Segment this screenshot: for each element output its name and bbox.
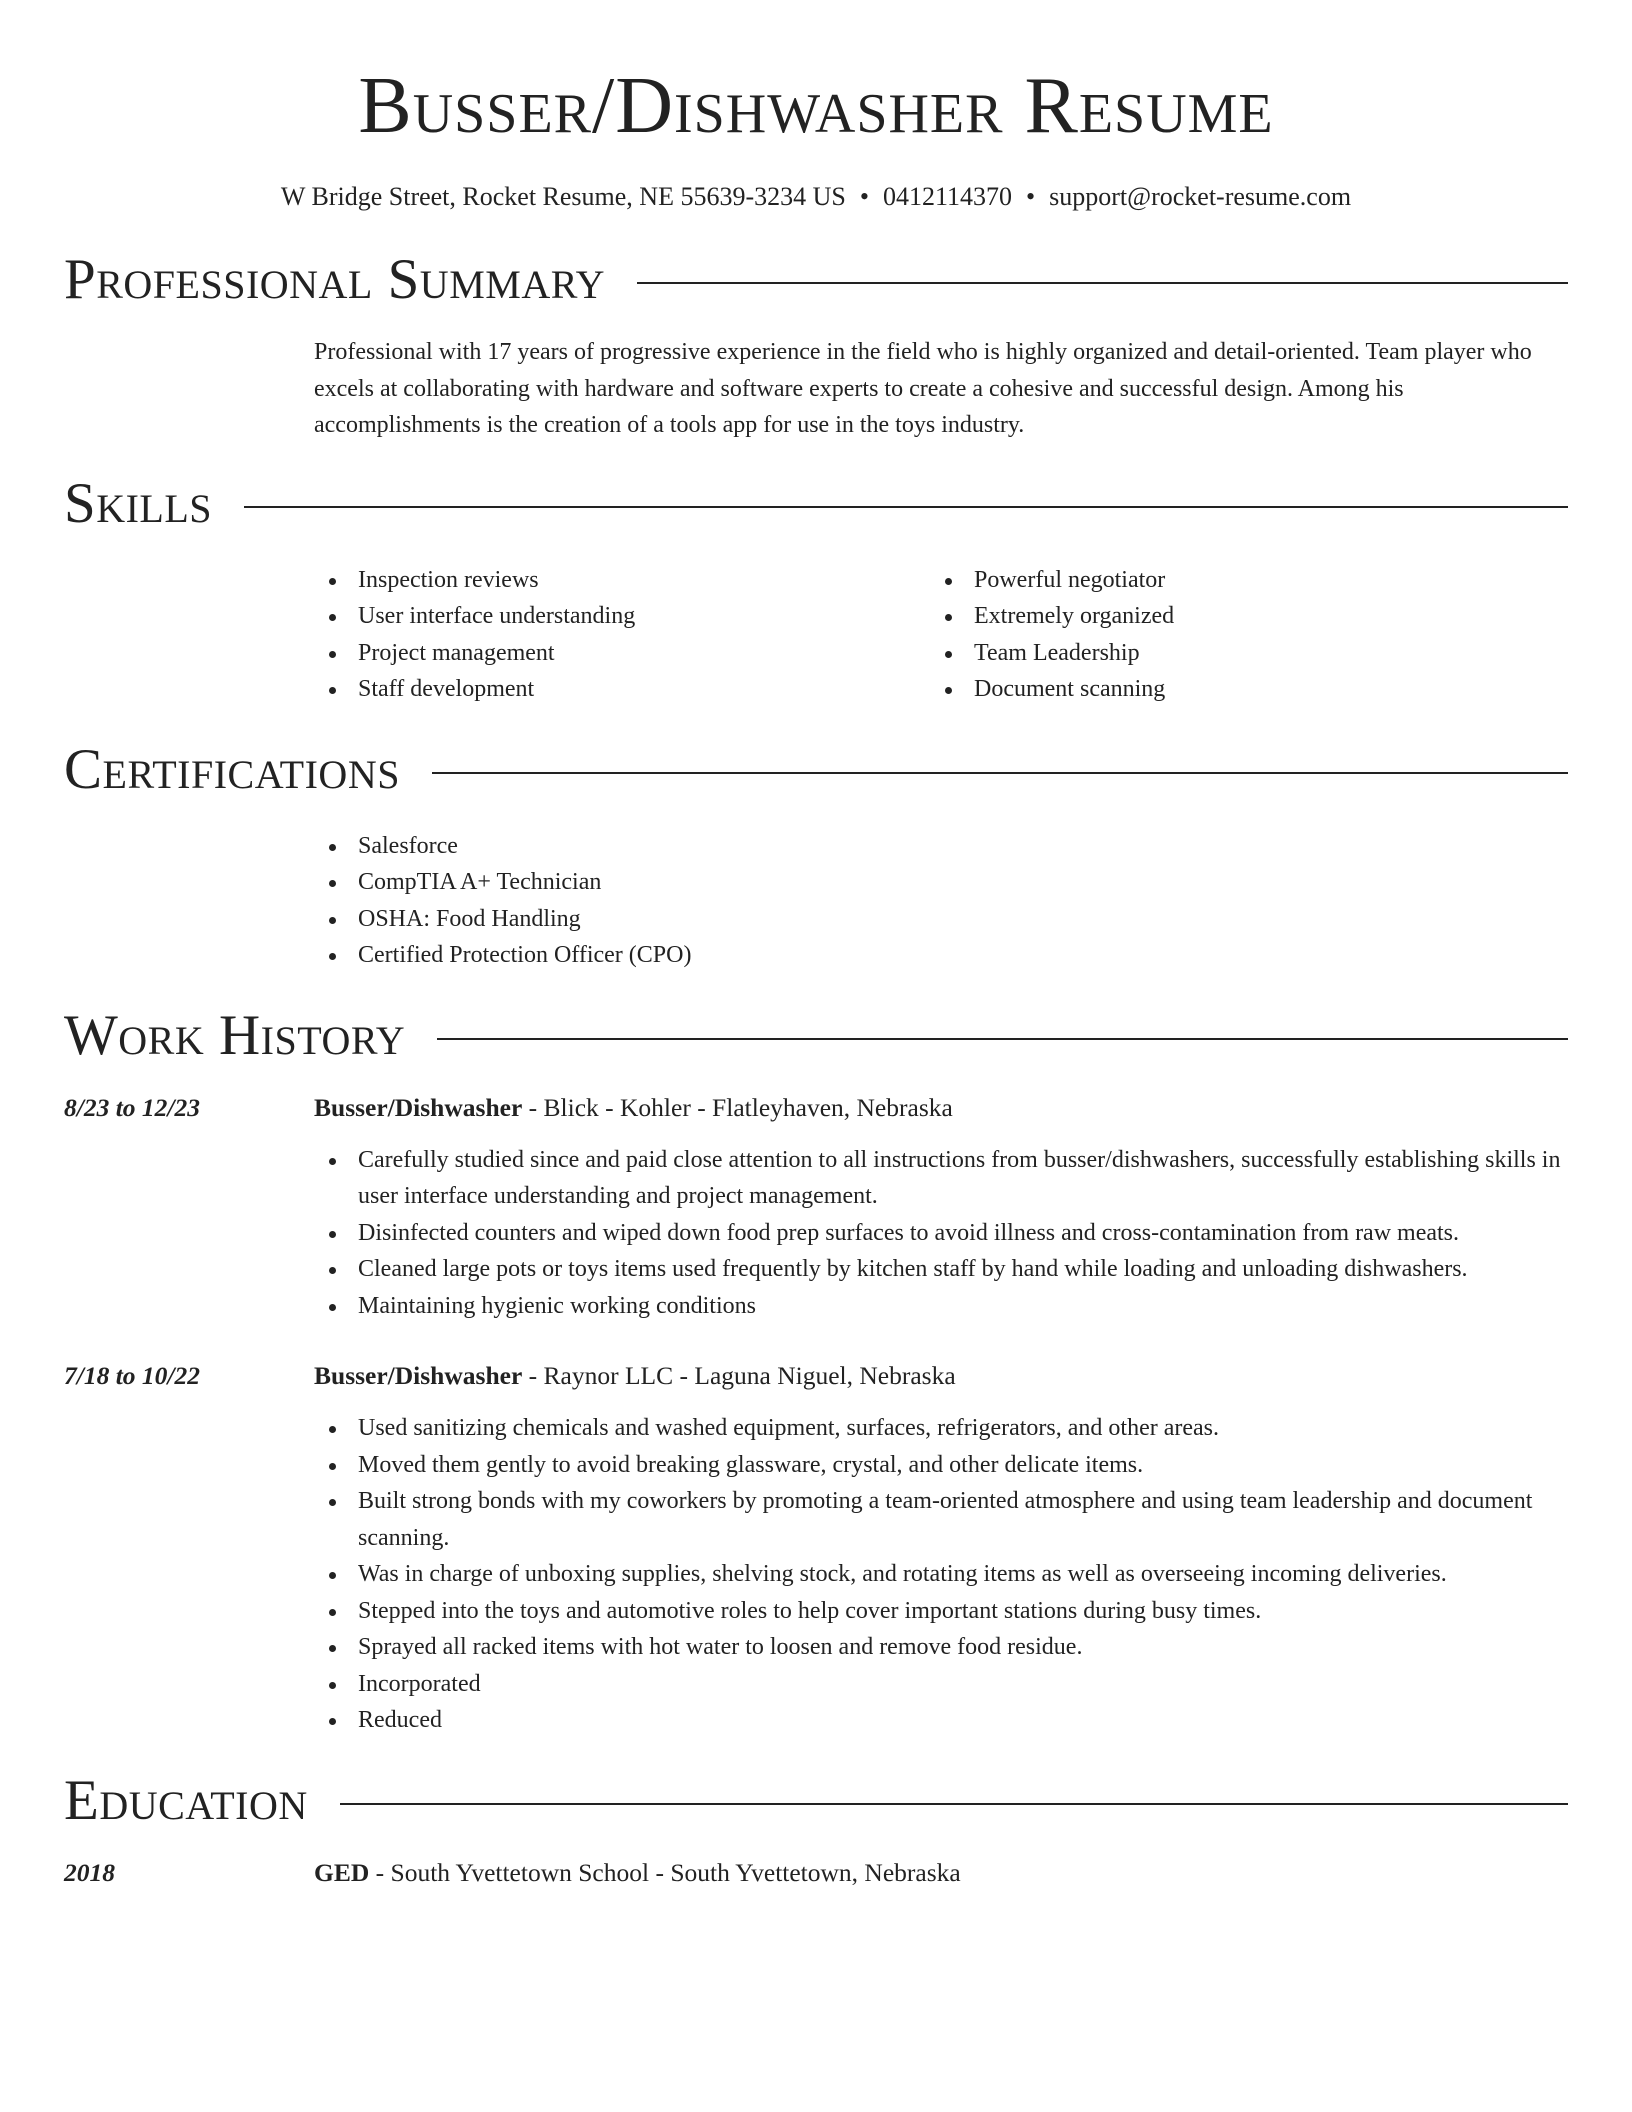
job-duty-item: Reduced <box>314 1702 1568 1739</box>
skill-item: Powerful negotiator <box>930 562 1546 599</box>
job-duty-item: Sprayed all racked items with hot water to loosen and remove food residue. <box>314 1629 1568 1666</box>
job-duty-item: Built strong bonds with my coworkers by promoting a team-oriented atmosphere and using team leadership and document scanning. <box>314 1483 1568 1556</box>
job-title: Busser/Dishwasher <box>314 1092 523 1122</box>
education-details: - South Yvettetown School - South Yvettetown, Nebraska <box>369 1857 961 1887</box>
job-heading <box>314 1358 956 1394</box>
skill-item: Document scanning <box>930 671 1546 708</box>
work-history-heading: Work History <box>64 1003 406 1067</box>
contact-line <box>64 180 1568 214</box>
job-duty-item: Maintaining hygienic working conditions <box>314 1288 1568 1325</box>
job-duty-item: Was in charge of unboxing supplies, shelving stock, and rotating items as well as overseeing incoming deliveries. <box>314 1556 1568 1593</box>
section-divider <box>437 1038 1568 1040</box>
job-duty-item: Used sanitizing chemicals and washed equipment, surfaces, refrigerators, and other areas. <box>314 1410 1568 1447</box>
job-details: - Raynor LLC - Laguna Niguel, Nebraska <box>522 1361 956 1390</box>
job-dates: 8/23 to 12/23 <box>64 1092 201 1122</box>
job-duty-item: Carefully studied since and paid close attention to all instructions from busser/dishwashers, successfully establishing skills in user interface understanding and project management. <box>314 1142 1568 1215</box>
job-duty-item: Stepped into the toys and automotive roles to help cover important stations during busy times. <box>314 1593 1568 1630</box>
job-entry <box>64 1090 1568 1325</box>
job-header <box>64 1090 1568 1126</box>
job-duty-item: Cleaned large pots or toys items used frequently by kitchen staff by hand while loading and unloading dishwashers. <box>314 1251 1568 1288</box>
certification-item: Certified Protection Officer (CPO) <box>314 937 1568 974</box>
skills-heading: Skills <box>64 471 213 535</box>
job-duty-item: Incorporated <box>314 1666 1568 1703</box>
education-heading: Education <box>64 1768 308 1832</box>
job-details: - Blick - Kohler - Flatleyhaven, Nebraska <box>522 1092 953 1122</box>
skill-item: Inspection reviews <box>314 562 930 599</box>
skills-list <box>314 562 1568 708</box>
certification-item: OSHA: Food Handling <box>314 901 1568 938</box>
skills-column-right <box>930 562 1546 708</box>
contact-separator: • <box>1026 182 1036 211</box>
education-degree: GED <box>314 1857 370 1887</box>
skill-item: User interface understanding <box>314 598 930 635</box>
summary-text: Professional with 17 years of progressive experience in the field who is highly organized and detail-oriented. Team player who excels at collaborating with hardware and software experts to create a cohesive and successful design. Among his accomplishments is the creation of a tools app for use in the toys industry. <box>314 339 1532 438</box>
skill-item: Project management <box>314 635 930 672</box>
address-text: W Bridge Street, Rocket Resume, NE 55639-3234 US <box>280 182 846 211</box>
job-heading <box>314 1090 953 1126</box>
certifications-list <box>314 828 1568 974</box>
education-heading-line <box>314 1855 961 1891</box>
certifications-section-header <box>64 738 1568 802</box>
resume-title: Busser/Dishwasher Resume <box>358 62 1274 150</box>
skills-section-header <box>64 472 1568 536</box>
summary-heading: Professional Summary <box>64 248 606 311</box>
contact-separator: • <box>859 182 869 211</box>
email-text: support@rocket-resume.com <box>1049 182 1352 211</box>
education-year: 2018 <box>64 1857 115 1887</box>
job-title: Busser/Dishwasher <box>314 1361 523 1390</box>
skill-item: Staff development <box>314 671 930 708</box>
skill-item: Team Leadership <box>930 635 1546 672</box>
certification-item: CompTIA A+ Technician <box>314 864 1568 901</box>
phone-text: 0412114370 <box>882 182 1013 211</box>
job-dates: 7/18 to 10/22 <box>64 1361 201 1390</box>
section-divider <box>340 1803 1568 1805</box>
job-header <box>64 1358 1568 1394</box>
certifications-heading: Certifications <box>64 737 400 801</box>
summary-section-header <box>64 248 1568 312</box>
skills-column-left <box>314 562 930 708</box>
job-entry <box>64 1358 1568 1739</box>
skill-item: Extremely organized <box>930 598 1546 635</box>
section-divider <box>244 506 1568 508</box>
section-divider <box>432 772 1568 774</box>
job-duty-item: Moved them gently to avoid breaking glassware, crystal, and other delicate items. <box>314 1447 1568 1484</box>
education-entry <box>64 1855 1568 1891</box>
work-history-section-header <box>64 1004 1568 1068</box>
education-section-header <box>64 1769 1568 1833</box>
job-duties-list <box>314 1410 1568 1739</box>
certification-item: Salesforce <box>314 828 1568 865</box>
job-duty-item: Disinfected counters and wiped down food prep surfaces to avoid illness and cross-contamination from raw meats. <box>314 1215 1568 1252</box>
section-divider <box>637 282 1568 284</box>
job-duties-list <box>314 1142 1568 1325</box>
